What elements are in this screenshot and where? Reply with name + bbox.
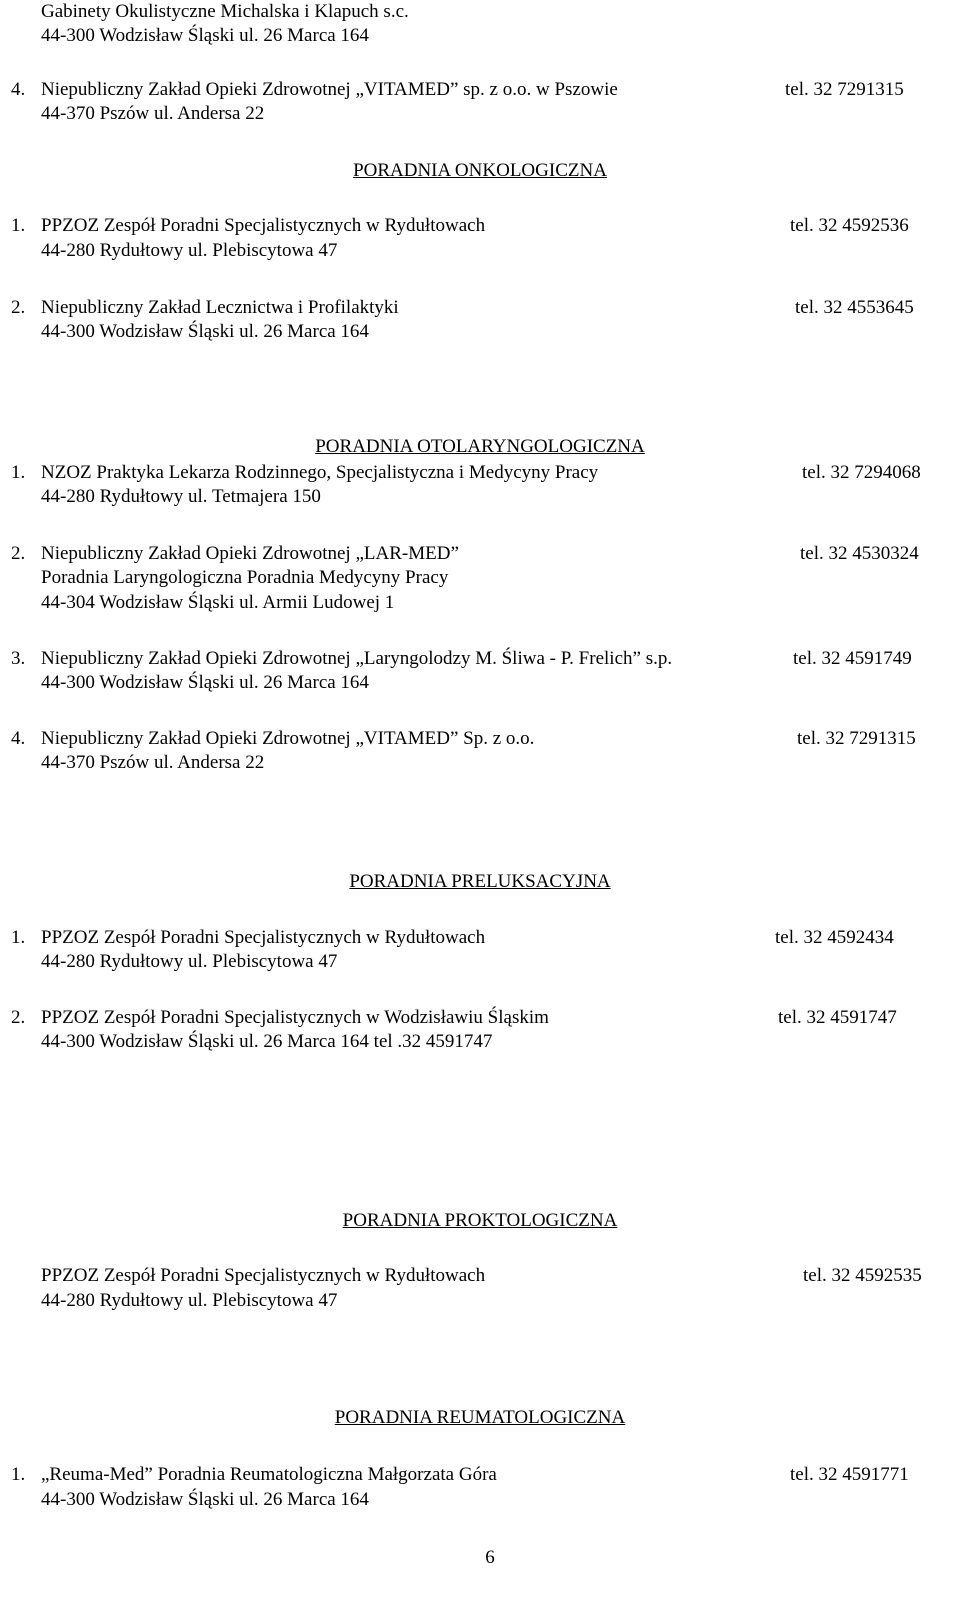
entry-number: 4. bbox=[11, 79, 26, 100]
page-number: 6 bbox=[485, 1547, 495, 1568]
clinic-address: 44-280 Rydułtowy ul. Tetmajera 150 bbox=[41, 486, 321, 507]
clinic-address: 44-280 Rydułtowy ul. Plebiscytowa 47 bbox=[41, 1290, 338, 1311]
entry-number: 2. bbox=[11, 1007, 26, 1028]
section-title-onkologiczna: PORADNIA ONKOLOGICZNA bbox=[353, 160, 607, 181]
clinic-name: PPZOZ Zespół Poradni Specjalistycznych w Rydułtowach bbox=[41, 927, 486, 948]
section-title-preluksacyjna: PORADNIA PRELUKSACYJNA bbox=[349, 871, 611, 892]
entry-number: 2. bbox=[11, 543, 26, 564]
entry-number: 1. bbox=[11, 1464, 26, 1485]
clinic-address: 44-300 Wodzisław Śląski ul. 26 Marca 164 bbox=[41, 25, 369, 46]
clinic-address: 44-300 Wodzisław Śląski ul. 26 Marca 164 bbox=[41, 1489, 369, 1510]
clinic-name: Niepubliczny Zakład Opieki Zdrowotnej „Laryngolodzy M. Śliwa - P. Frelich” s.p. bbox=[41, 648, 673, 669]
clinic-name: Niepubliczny Zakład Opieki Zdrowotnej „VITAMED” sp. z o.o. w Pszowie bbox=[41, 79, 618, 100]
clinic-phone: tel. 32 7291315 bbox=[785, 79, 904, 100]
clinic-phone: tel. 32 4553645 bbox=[795, 297, 914, 318]
section-title-otolaryngologiczna: PORADNIA OTOLARYNGOLOGICZNA bbox=[315, 436, 645, 457]
section-title-reumatologiczna: PORADNIA REUMATOLOGICZNA bbox=[334, 1407, 626, 1428]
clinic-phone: tel. 32 4591771 bbox=[790, 1464, 909, 1485]
entry-number: 3. bbox=[11, 648, 26, 669]
clinic-phone: tel. 32 4592536 bbox=[790, 215, 909, 236]
clinic-phone: tel. 32 4592535 bbox=[803, 1265, 922, 1286]
clinic-name: PPZOZ Zespół Poradni Specjalistycznych w Rydułtowach bbox=[41, 215, 486, 236]
clinic-name: Niepubliczny Zakład Opieki Zdrowotnej „LAR-MED” bbox=[41, 543, 459, 564]
entry-number: 4. bbox=[11, 728, 26, 749]
section-title-proktologiczna: PORADNIA PROKTOLOGICZNA bbox=[342, 1210, 618, 1231]
clinic-phone: tel. 32 7294068 bbox=[802, 462, 921, 483]
clinic-address: 44-370 Pszów ul. Andersa 22 bbox=[41, 103, 265, 124]
clinic-address: 44-280 Rydułtowy ul. Plebiscytowa 47 bbox=[41, 951, 338, 972]
clinic-address: 44-300 Wodzisław Śląski ul. 26 Marca 164 bbox=[41, 321, 369, 342]
clinic-phone: tel. 32 4530324 bbox=[800, 543, 919, 564]
entry-number: 1. bbox=[11, 215, 26, 236]
entry-number: 1. bbox=[11, 462, 26, 483]
clinic-phone: tel. 32 4591747 bbox=[778, 1007, 897, 1028]
clinic-name: NZOZ Praktyka Lekarza Rodzinnego, Specjalistyczna i Medycyny Pracy bbox=[41, 462, 599, 483]
entry-number: 1. bbox=[11, 927, 26, 948]
clinic-name: Gabinety Okulistyczne Michalska i Klapuch s.c. bbox=[41, 1, 409, 22]
clinic-name: Niepubliczny Zakład Lecznictwa i Profilaktyki bbox=[41, 297, 399, 318]
clinic-name: PPZOZ Zespół Poradni Specjalistycznych w Rydułtowach bbox=[41, 1265, 486, 1286]
clinic-address: 44-280 Rydułtowy ul. Plebiscytowa 47 bbox=[41, 240, 338, 261]
clinic-phone: tel. 32 7291315 bbox=[797, 728, 916, 749]
clinic-name: PPZOZ Zespół Poradni Specjalistycznych w Wodzisławiu Śląskim bbox=[41, 1007, 549, 1028]
clinic-address: 44-304 Wodzisław Śląski ul. Armii Ludowej 1 bbox=[41, 592, 395, 613]
clinic-phone: tel. 32 4591749 bbox=[793, 648, 912, 669]
clinic-phone: tel. 32 4592434 bbox=[775, 927, 894, 948]
clinic-name: „Reuma-Med” Poradnia Reumatologiczna Małgorzata Góra bbox=[41, 1464, 497, 1485]
clinic-address: 44-370 Pszów ul. Andersa 22 bbox=[41, 752, 265, 773]
clinic-description: Poradnia Laryngologiczna Poradnia Medycyny Pracy bbox=[41, 567, 449, 588]
clinic-name: Niepubliczny Zakład Opieki Zdrowotnej „VITAMED” Sp. z o.o. bbox=[41, 728, 535, 749]
clinic-address: 44-300 Wodzisław Śląski ul. 26 Marca 164 tel .32 4591747 bbox=[41, 1031, 493, 1052]
entry-number: 2. bbox=[11, 297, 26, 318]
clinic-address: 44-300 Wodzisław Śląski ul. 26 Marca 164 bbox=[41, 672, 369, 693]
